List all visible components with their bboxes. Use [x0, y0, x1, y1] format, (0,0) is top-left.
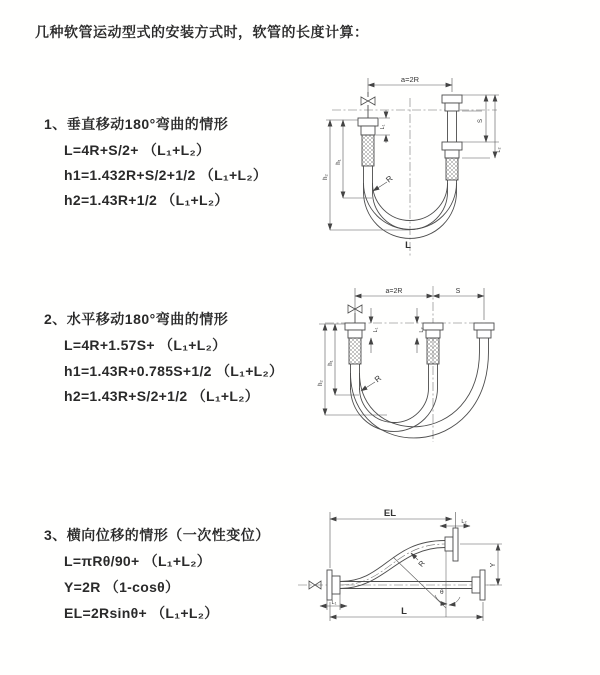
- section-1-formula-3: h2=1.43R+1/2 （L₁+L₂）: [64, 192, 229, 208]
- dim-l1-label: L₁: [380, 124, 386, 130]
- dim-l-total-label: L: [401, 606, 407, 617]
- radius-callout: [411, 553, 427, 569]
- dim-a2r-label: a=2R: [400, 75, 420, 84]
- hose-u-bend-arcs: [351, 351, 489, 438]
- dim-h1-label: h₁: [336, 159, 342, 165]
- section-3-heading: 3、横向位移的情形（一次性变位）: [44, 527, 270, 543]
- dim-el-label: EL: [383, 508, 397, 519]
- dim-l2-label: L₂: [419, 327, 425, 333]
- right-hose-fitting: [474, 323, 494, 351]
- left-hose-fitting: [358, 118, 378, 192]
- dim-h1-label: h₁: [328, 360, 334, 366]
- dim-h2-label: h₂: [318, 380, 324, 386]
- section-2-formula-3: h2=1.43R+S/2+1/2 （L₁+L₂）: [64, 388, 260, 404]
- section-3-formula-1: L=πRθ/90+ （L₁+L₂）: [64, 553, 212, 569]
- dim-a2r-label: a=2R: [385, 288, 403, 295]
- dim-l2-label: L₂: [496, 147, 502, 153]
- dim-y-label: Y: [490, 562, 497, 568]
- diagram-lateral-displacement: [290, 498, 600, 653]
- dim-l1-label: L₁: [373, 327, 379, 333]
- diagram-vertical-180-bend: [300, 70, 580, 265]
- angle-theta-label: θ: [440, 589, 444, 596]
- valve-icon: [361, 92, 375, 118]
- dim-s-l2: [462, 95, 502, 158]
- dim-l-total: [330, 602, 483, 621]
- radius-callout: [361, 373, 383, 391]
- dim-a2r: [368, 75, 452, 94]
- left-hose-fitting: [345, 323, 365, 390]
- left-flange-fitting: [327, 570, 340, 600]
- centerlines: [332, 98, 497, 256]
- section-1-formula-2: h1=1.432R+S/2+1/2 （L₁+L₂）: [64, 167, 268, 183]
- right-hose-fitting-stack: [442, 95, 462, 192]
- section-1-formula-1: L=4R+S/2+ （L₁+L₂）: [64, 142, 211, 158]
- dim-s-label: S: [478, 118, 484, 124]
- dim-l1-label: L₁: [331, 600, 337, 606]
- radius-label: R: [416, 558, 427, 569]
- s-curve-hose-displaced-position: [340, 528, 458, 589]
- dim-s-label: S: [455, 288, 461, 295]
- dim-h2-label: h₂: [323, 174, 329, 180]
- page-title: 几种软管运动型式的安装方式时，软管的长度计算：: [35, 24, 369, 40]
- radius-label: R: [384, 173, 395, 185]
- dim-a2r-s: [355, 288, 484, 320]
- dim-l2: [440, 519, 470, 526]
- dim-l1: [320, 594, 347, 610]
- dim-l2-label: L₂: [461, 519, 467, 525]
- dim-l1: [376, 110, 390, 143]
- section-2-heading: 2、水平移动180°弯曲的情形: [44, 311, 229, 327]
- section-1-heading: 1、垂直移动180°弯曲的情形: [44, 116, 229, 132]
- radius-label: R: [372, 373, 384, 385]
- section-3-formula-2: Y=2R （1-cosθ）: [64, 579, 180, 595]
- radius-callout: [373, 174, 395, 191]
- section-3-formula-3: EL=2Rsinθ+ （L₁+L₂）: [64, 605, 219, 621]
- diagram-horizontal-180-bend: [295, 278, 575, 458]
- dim-l1: [371, 308, 379, 353]
- dim-el: [330, 508, 456, 568]
- section-2-formula-2: h1=1.43R+0.785S+1/2 （L₁+L₂）: [64, 363, 284, 379]
- dim-l-total-label: L: [405, 240, 411, 251]
- dim-l2: [417, 308, 425, 353]
- section-2-formula-1: L=4R+1.57S+ （L₁+L₂）: [64, 337, 227, 353]
